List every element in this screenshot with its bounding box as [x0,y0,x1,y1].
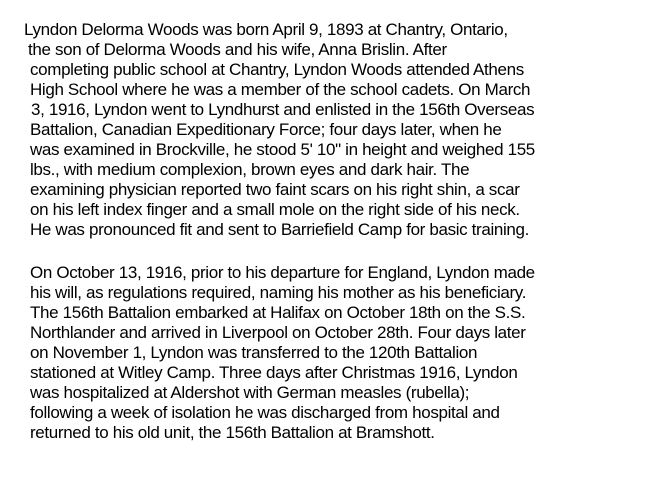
text-line: stationed at Witley Camp. Three days after Christmas 1916, Lyndon [30,363,518,382]
text-line: The 156th Battalion embarked at Halifax on October 18th on the S.S. [30,303,526,322]
text-line: examining physician reported two faint scars on his right shin, a scar [30,180,520,199]
text-line: the son of Delorma Woods and his wife, Anna Brislin. After [28,40,447,59]
text-line: following a week of isolation he was discharged from hospital and [30,403,500,422]
text-line: returned to his old unit, the 156th Battalion at Bramshott. [30,423,435,442]
text-line: completing public school at Chantry, Lyndon Woods attended Athens [30,60,524,79]
text-line: on his left index finger and a small mole on the right side of his neck. [30,200,520,219]
text-line: 3, 1916, Lyndon went to Lyndhurst and enlisted in the 156th Overseas [31,100,535,119]
text-line: On October 13, 1916, prior to his departure for England, Lyndon made [30,263,535,282]
text-line: was hospitalized at Aldershot with German measles (rubella); [30,383,470,402]
text-line: High School where he was a member of the school cadets. On March [30,80,531,99]
text-line: his will, as regulations required, naming his mother as his beneficiary. [30,283,527,302]
text-line: He was pronounced fit and sent to Barriefield Camp for basic training. [30,220,529,239]
text-line: was examined in Brockville, he stood 5' 10" in height and weighed 155 [30,140,535,159]
text-line: Battalion, Canadian Expeditionary Force; four days later, when he [30,120,502,139]
text-line: on November 1, Lyndon was transferred to the 120th Battalion [30,343,478,362]
text-line: Lyndon Delorma Woods was born April 9, 1893 at Chantry, Ontario, [24,20,508,39]
text-line: lbs., with medium complexion, brown eyes and dark hair. The [30,160,470,179]
text-line: Northlander and arrived in Liverpool on October 28th. Four days later [30,323,526,342]
